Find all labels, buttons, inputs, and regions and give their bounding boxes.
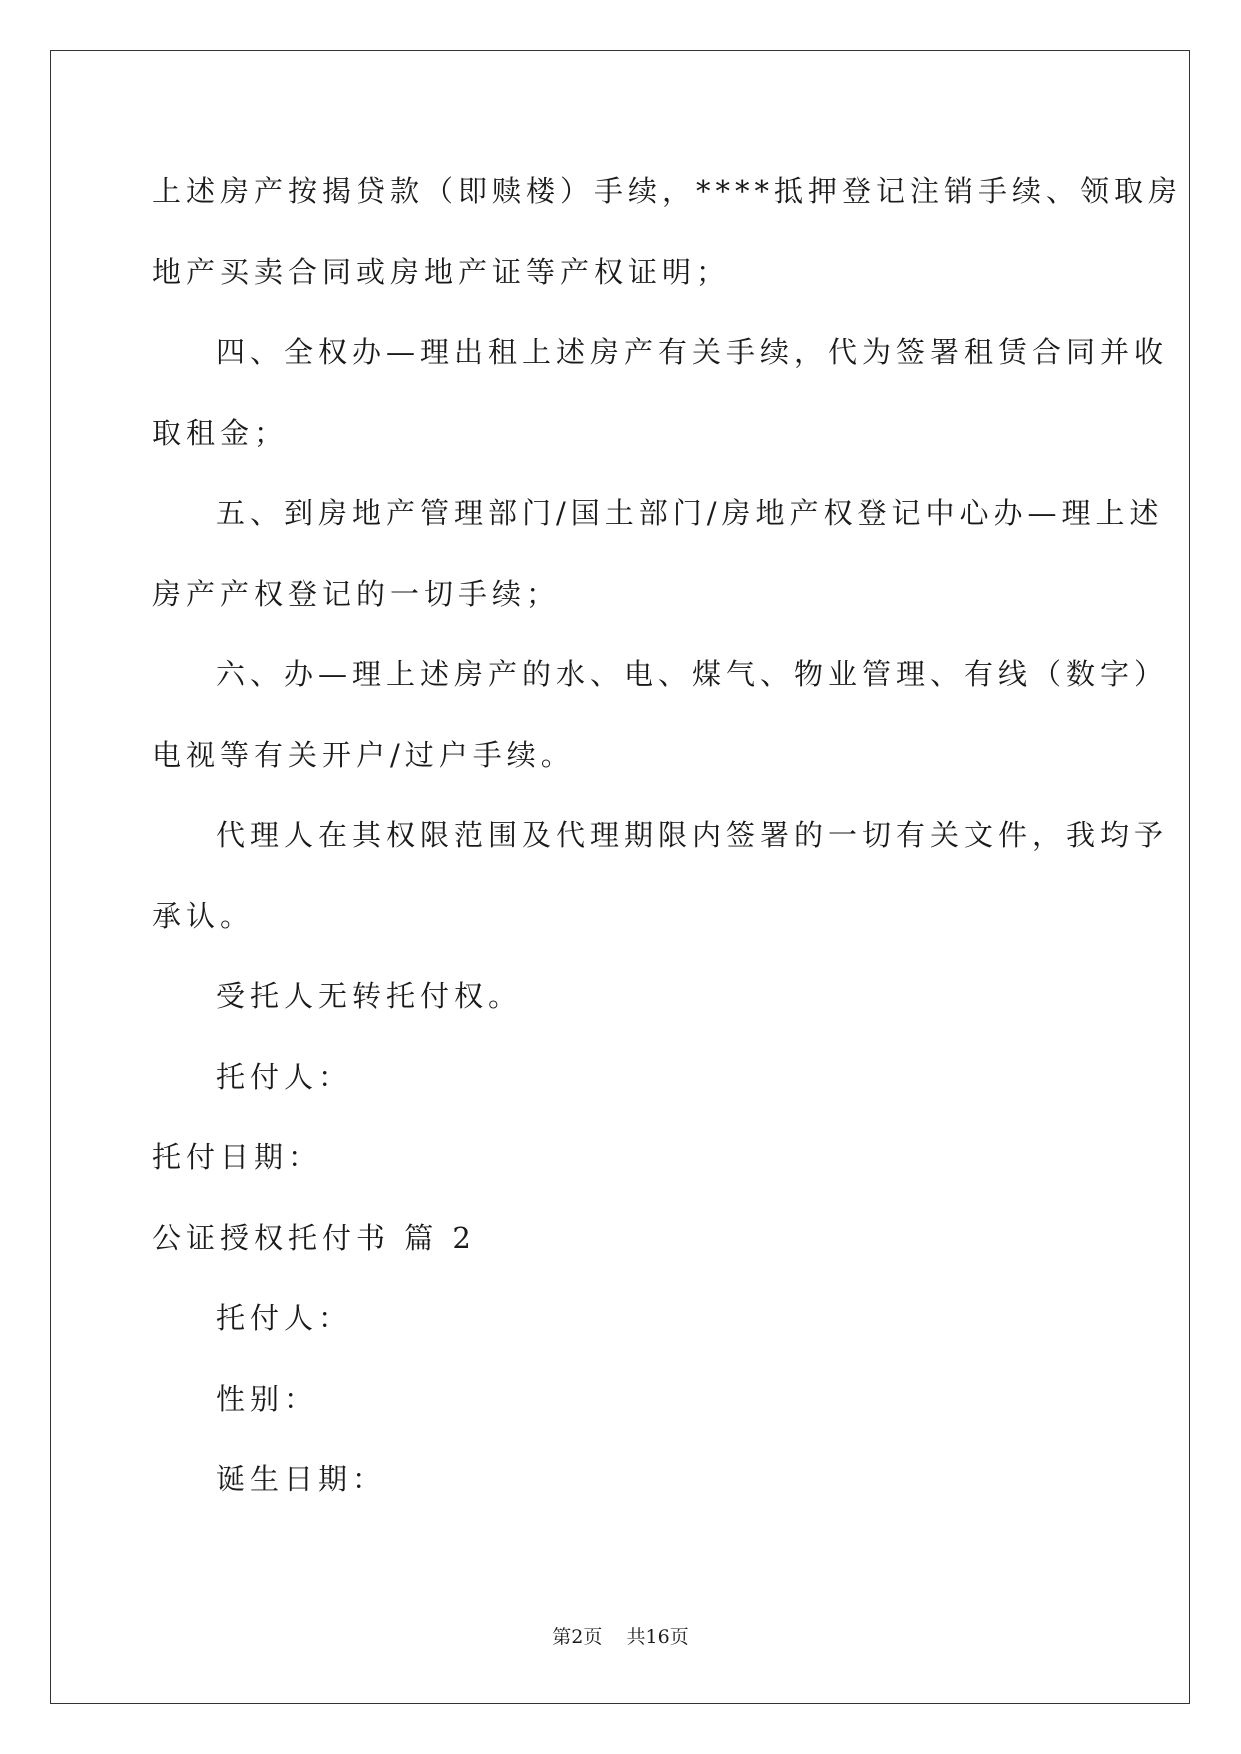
text-line: 上述房产按揭贷款（即赎楼）手续，****抵押登记注销手续、领取房: [152, 174, 1183, 208]
text-line: 取租金；: [152, 416, 289, 450]
text-line: 五、到房地产管理部门/国土部门/房地产权登记中心办—理上述: [216, 496, 1164, 530]
signatory-label: 托付人：: [216, 1301, 353, 1335]
text-line: 电视等有关开户/过户手续。: [152, 738, 575, 772]
text-line: 房产产权登记的一切手续；: [152, 577, 561, 611]
birthdate-label: 诞生日期：: [216, 1462, 387, 1496]
page-number: 第2页 共16页: [552, 1626, 689, 1648]
date-label: 托付日期：: [152, 1140, 323, 1174]
text-line: 六、办—理上述房产的水、电、煤气、物业管理、有线（数字）: [216, 657, 1169, 691]
text-line: 四、全权办—理出租上述房产有关手续，代为签署租赁合同并收: [216, 335, 1169, 369]
page-border: [50, 50, 1190, 1704]
text-line: 地产买卖合同或房地产证等产权证明；: [152, 255, 731, 289]
signatory-label: 托付人：: [216, 1060, 353, 1094]
text-line: 受托人无转托付权。: [216, 979, 523, 1013]
gender-label: 性别：: [216, 1382, 319, 1416]
text-line: 承认。: [152, 899, 255, 933]
text-line: 代理人在其权限范围及代理期限内签署的一切有关文件，我均予: [216, 818, 1169, 852]
section-heading: 公证授权托付书 篇 2: [152, 1221, 476, 1255]
